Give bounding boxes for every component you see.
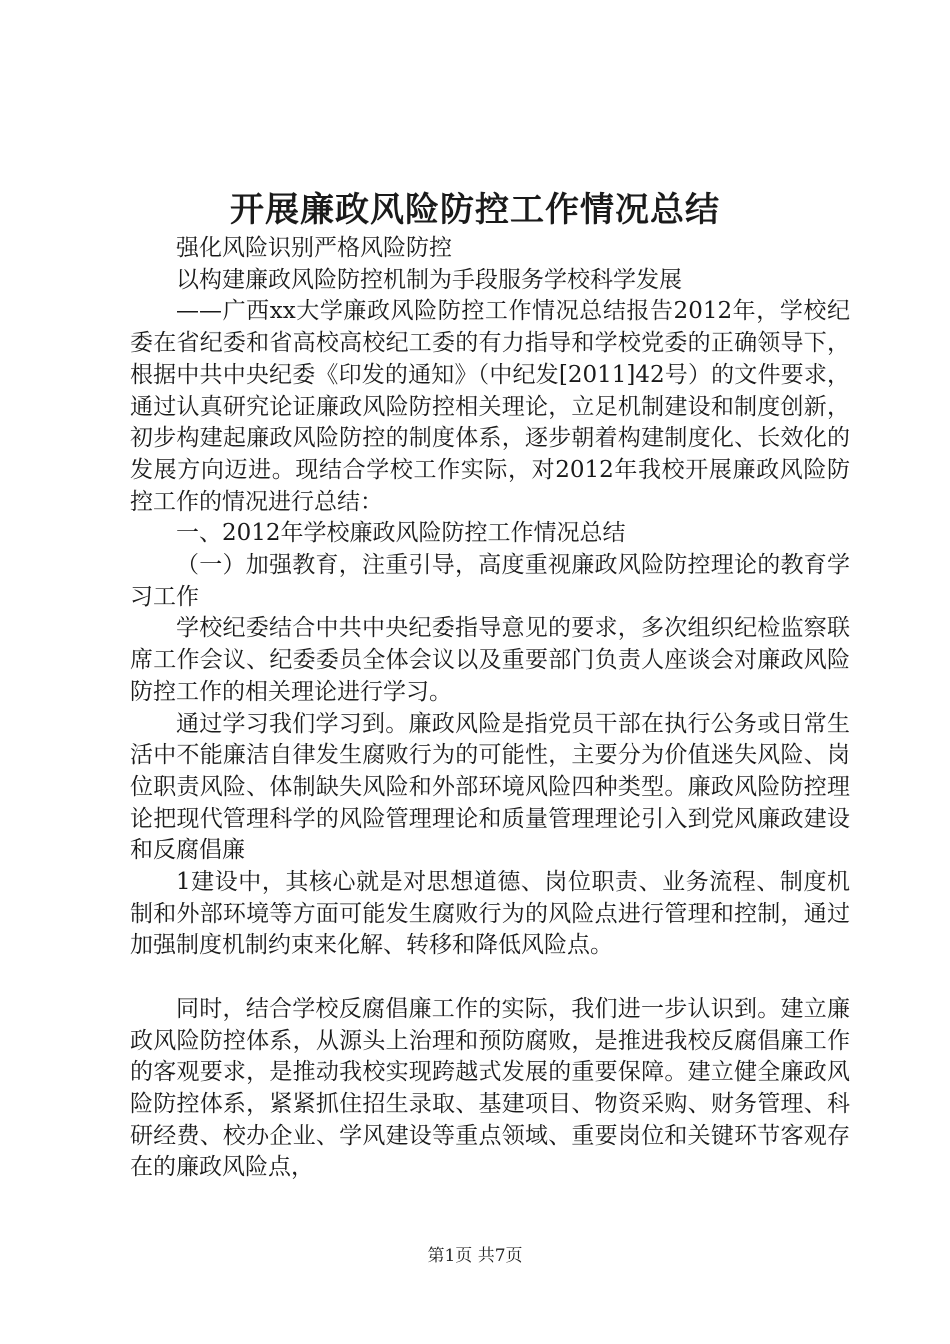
paragraph-subsection-heading: （一）加强教育，注重引导，高度重视廉政风险防控理论的教育学习工作 [130, 552, 850, 610]
page-footer: 第1页 共7页 [427, 1246, 523, 1266]
paragraph-core: 1建设中，其核心就是对思想道德、岗位职责、业务流程、制度机制和外部环境等方面可能发生腐败行为的风险点进行管理和控制，通过加强制度机制约束来化解、转移和降低风险点。 [130, 869, 850, 959]
document-body [130, 233, 850, 1184]
paragraph-intro: ——广西xx大学廉政风险防控工作情况总结报告2012年，学校纪委在省纪委和省高校高校纪工委的有力指导和学校党委的正确领导下，根据中共中央纪委《印发的通知》（中纪发[2011]42号）的文件要求，通过认真研究论证廉政风险防控相关理论，立足机制建设和制度创新，初步构建起廉政风险防控的制度体系，逐步朝着构建制度化、长效化的发展方向迈进。现结合学校工作实际，对2012年我校开展廉政风险防控工作的情况进行总结： [130, 298, 850, 515]
paragraph-subtitle-1: 强化风险识别严格风险防控 [176, 235, 452, 261]
paragraph-study: 学校纪委结合中共中央纪委指导意见的要求，多次组织纪检监察联席工作会议、纪委委员全体会议以及重要部门负责人座谈会对廉政风险防控工作的相关理论进行学习。 [130, 615, 850, 705]
paragraph-recognition: 同时，结合学校反腐倡廉工作的实际，我们进一步认识到。建立廉政风险防控体系，从源头上治理和预防腐败，是推进我校反腐倡廉工作的客观要求，是推动我校实现跨越式发展的重要保障。建立健全廉政风险防控体系，紧紧抓住招生录取、基建项目、物资采购、财务管理、科研经费、校办企业、学风建设等重点领域、重要岗位和关键环节客观存在的廉政风险点， [130, 995, 850, 1181]
paragraph-theory: 通过学习我们学习到。廉政风险是指党员干部在执行公务或日常生活中不能廉洁自律发生腐败行为的可能性，主要分为价值迷失风险、岗位职责风险、体制缺失风险和外部环境风险四种类型。廉政风险防控理论把现代管理科学的风险管理理论和质量管理理论引入到党风廉政建设和反腐倡廉 [130, 710, 850, 864]
paragraph-subtitle-2: 以构建廉政风险防控机制为手段服务学校科学发展 [176, 266, 682, 293]
paragraph-section-heading: 一、2012年学校廉政风险防控工作情况总结 [176, 520, 626, 547]
document-title: 开展廉政风险防控工作情况总结 [230, 190, 720, 230]
